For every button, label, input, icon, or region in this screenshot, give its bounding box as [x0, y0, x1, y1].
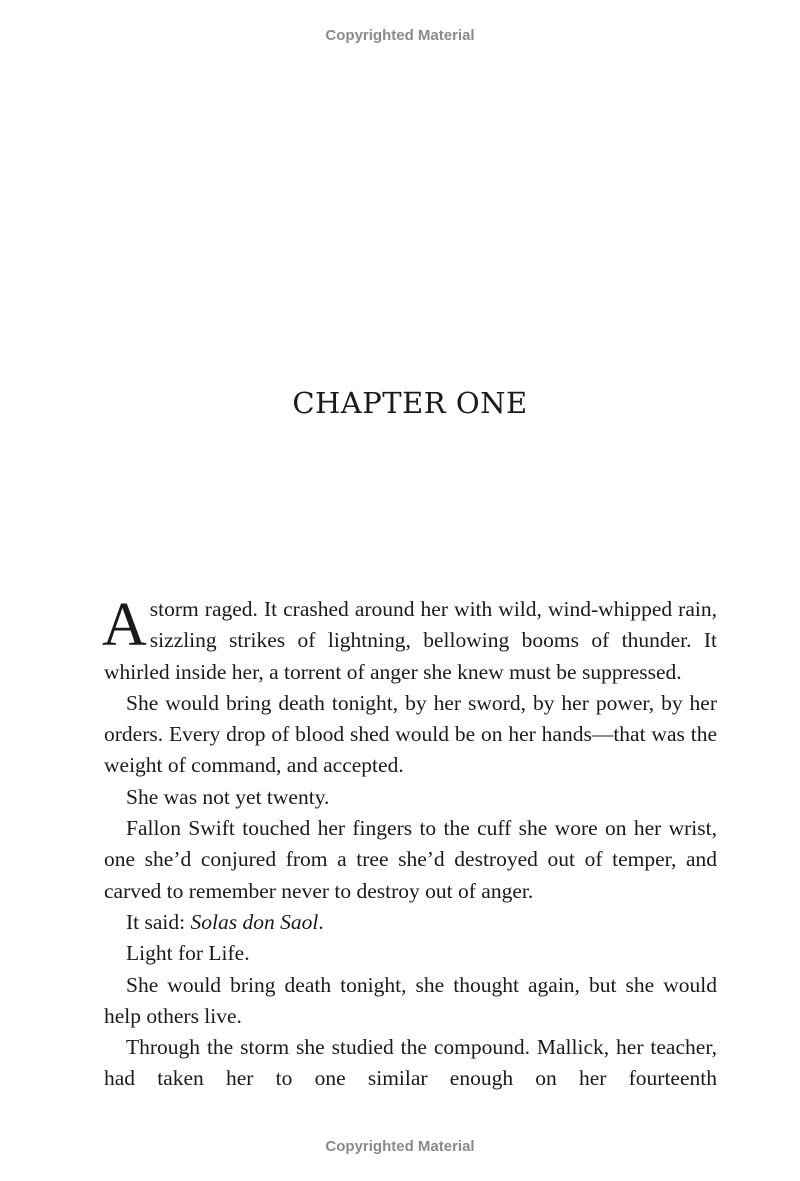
paragraph-5-prefix: It said: — [126, 909, 191, 934]
paragraph-5 — [104, 907, 717, 938]
paragraph-3: She was not yet twenty. — [126, 784, 330, 809]
paragraph-5-italic: Solas don Saol — [190, 909, 319, 934]
copyright-watermark-top: Copyrighted Material — [325, 27, 475, 44]
paragraph-4: Fallon Swift touched her fingers to the cuff she wore on her wrist, one she’d conjured from a tree she’d destroyed out of temper, and carved to remember never to destroy out of anger. — [104, 816, 717, 903]
chapter-title: CHAPTER ONE — [292, 386, 528, 420]
paragraph-8: Through the storm she studied the compound. Mallick, her teacher, had taken her to one similar enough on her fourteenth — [104, 1035, 717, 1091]
paragraph-2: She would bring death tonight, by her sword, by her power, by her orders. Every drop of blood shed would be on her hands—that was the weight of command, and accepted. — [104, 690, 717, 778]
paragraph-6: Light for Life. — [126, 941, 250, 966]
drop-cap: A — [102, 591, 147, 659]
paragraph-1-text: storm raged. It crashed around her with wild, wind-whipped rain, sizzling strikes of lightning, bellowing booms of thunder. It whirled inside her, a torrent of anger she knew must be suppressed. — [104, 597, 717, 684]
paragraph-7: She would bring death tonight, she thought again, but she would help others live. — [104, 972, 717, 1028]
body-text — [102, 591, 717, 1095]
paragraph-5-suffix: . — [318, 909, 324, 934]
copyright-watermark-bottom: Copyrighted Material — [325, 1138, 475, 1155]
paragraph-1 — [102, 591, 717, 688]
